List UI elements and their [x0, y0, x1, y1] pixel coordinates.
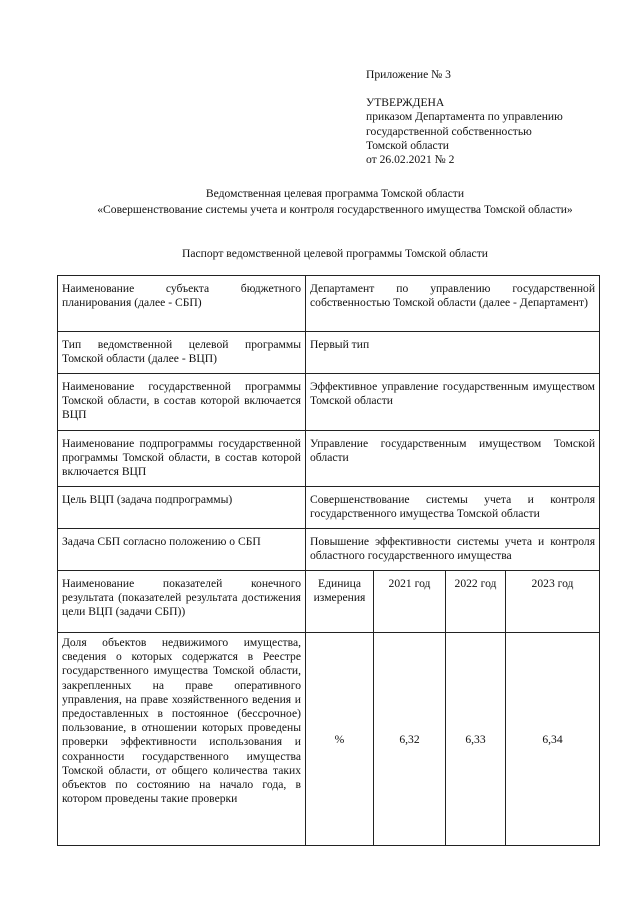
row-value: Повышение эффективности системы учета и контроля областного государственного имущества: [306, 529, 600, 571]
program-subtitle: «Совершенствование системы учета и контроля государственного имущества Томской области»: [97, 203, 573, 216]
approval-block: [366, 68, 616, 167]
indicator-unit: %: [306, 633, 374, 846]
indicator-label: Доля объектов недвижимого имущества, сведения о которых содержатся в Реестре государственного имущества Томской области, закрепленных на праве оперативного управления, на праве хозяйственного ведения и предоставленных в постоянное (бессрочное) пользование, в отношении которых проведены проверки эффективности использования и сохранности государственного имущества Томской области, от общего количества таких объектов по состоянию на начало года, в котором проведены такие проверки: [58, 633, 306, 846]
table-row: [58, 529, 600, 571]
year-header: 2022 год: [446, 571, 506, 633]
row-label: Задача СБП согласно положению о СБП: [58, 529, 306, 571]
row-value: Эффективное управление государственным имуществом Томской области: [306, 374, 600, 431]
year-header: 2021 год: [374, 571, 446, 633]
table-row: [58, 374, 600, 431]
indicator-header-row: [58, 571, 600, 633]
passport-heading: Паспорт ведомственной целевой программы Томской области: [182, 247, 488, 260]
row-value: Департамент по управлению государственной собственностью Томской области (далее - Департамент): [306, 276, 600, 332]
passport-table: [57, 275, 600, 846]
approval-line: Томской области: [366, 138, 449, 152]
unit-header: Единица измерения: [306, 571, 374, 633]
approval-date: от 26.02.2021 № 2: [366, 153, 455, 167]
table-row: [58, 431, 600, 487]
indicator-row: [58, 633, 600, 846]
approval-line: приказом Департамента по управлению: [366, 110, 563, 124]
indicator-value: 6,34: [506, 633, 600, 846]
table-row: [58, 276, 600, 332]
approved-stamp: УТВЕРЖДЕНА: [366, 96, 445, 110]
row-value: Управление государственным имуществом Томской области: [306, 431, 600, 487]
row-label: Наименование субъекта бюджетного планирования (далее - СБП): [58, 276, 306, 332]
row-label: Наименование подпрограммы государственной программы Томской области, в состав которой включается ВЦП: [58, 431, 306, 487]
table-row: [58, 487, 600, 529]
table-row: [58, 332, 600, 374]
year-header: 2023 год: [506, 571, 600, 633]
program-title: Ведомственная целевая программа Томской области: [205, 187, 465, 200]
indicator-header-label: Наименование показателей конечного результата (показателей результата достижения цели ВЦП (задачи СБП)): [58, 571, 306, 633]
row-label: Цель ВЦП (задача подпрограммы): [58, 487, 306, 529]
appendix-number: Приложение № 3: [366, 68, 451, 81]
indicator-value: 6,32: [374, 633, 446, 846]
row-value: Первый тип: [306, 332, 600, 374]
row-label: Тип ведомственной целевой программы Томской области (далее - ВЦП): [58, 332, 306, 374]
approval-line: государственной собственностью: [366, 124, 532, 138]
row-label: Наименование государственной программы Томской области, в состав которой включается ВЦП: [58, 374, 306, 431]
indicator-value: 6,33: [446, 633, 506, 846]
row-value: Совершенствование системы учета и контроля государственного имущества Томской области: [306, 487, 600, 529]
